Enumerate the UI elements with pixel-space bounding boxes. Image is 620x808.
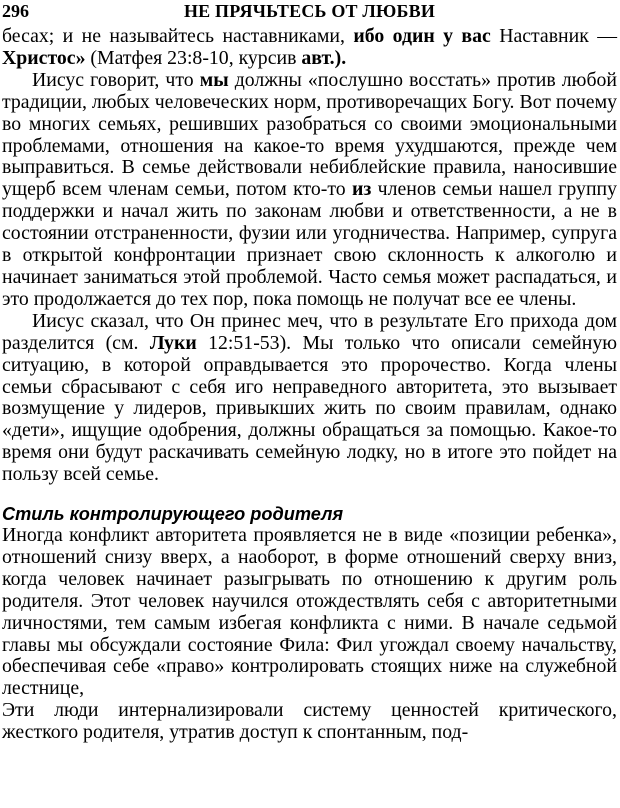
page-number: 296 [2, 1, 29, 21]
paragraph: Иногда конфликт авторитета проявляется не в виде «позиции ребенка», отношений снизу вверх, а наоборот, в форме отношений сверху вниз, когда человек начинает разыгрывать по отношению к другим роль родителя. Этот человек научился отождествлять себя с авторитетными личностями, тем самым избегая конфликта с ними. В начале седьмой главы мы обсуждали состояние Фила: Фил угождал своему начальству, обеспечивая себе «право» контролировать стоящих ниже на служебной лестнице, [2, 524, 617, 700]
paragraph: Эти люди интернализировали систему ценностей критического, жесткого родителя, утратив доступ к спонтанным, под- [2, 699, 617, 744]
paragraph [2, 311, 617, 486]
bold-text: мы [199, 68, 229, 91]
body-text [2, 26, 617, 744]
paragraph-continuation [2, 26, 617, 70]
bold-text: авт.). [301, 46, 347, 69]
running-title: НЕ ПРЯЧЬТЕСЬ ОТ ЛЮБВИ [183, 1, 436, 21]
page-header [2, 0, 617, 26]
text-run: бесах; и не называйтесь наставниками, [2, 25, 354, 47]
text-run: членов семьи нашел группу поддержки и начал жить по законам любви и ответственности, а не в состоянии отстраненности, фузии или угодничества. Например, супруга в открытой конфронтации признает свою склонность к алкоголю и начинает заниматься этой проблемой. Часто семья может распадаться, и это продолжается до тех пор, пока помощь не получат все ее члены. [2, 178, 618, 310]
text-run: 12:51-53). Мы только что описали семейную ситуацию, в которой оправдывается это пророчество. Когда члены семьи сбрасывают с себя иго неправедного авторитета, это вызывает возмущение у лидеров, привыкших жить по своим правилам, однако «дети», ищущие одобрения, должны обращаться за помощью. Какое-то время они будут раскачивать семейную лодку, но в итоге это пойдет на пользу всей семье. [2, 331, 617, 486]
bold-text: Христос» [2, 46, 86, 69]
paragraph [2, 70, 617, 311]
text-run: Иисус сказал, что Он принес меч, что в результате Его прихода дом разделится (см. [2, 309, 617, 354]
section-heading: Стиль контролирующего родителя [2, 504, 344, 525]
text-run: Иисус говорит, что [32, 68, 200, 91]
text-run: должны «послушно восстать» против любой традиции, любых человеческих норм, противоречащих Богу. Вот почему во многих семьях, решивших разобраться со своими эмоциональными проблемами, отношения на какое-то время ухудшаются, прежде чем выправиться. В семье действовали небиблейские правила, наносившие ущерб всем членам семьи, потом кто-то [2, 68, 617, 201]
bold-text: Луки [149, 331, 197, 354]
bold-text: из [351, 178, 372, 201]
text-run: Наставник — [490, 25, 618, 47]
text-run: (Матфея 23:8-10, курсив [85, 46, 302, 69]
section-spacer [2, 486, 617, 503]
book-page [2, 0, 617, 744]
bold-text: ибо один у вас [353, 25, 491, 47]
